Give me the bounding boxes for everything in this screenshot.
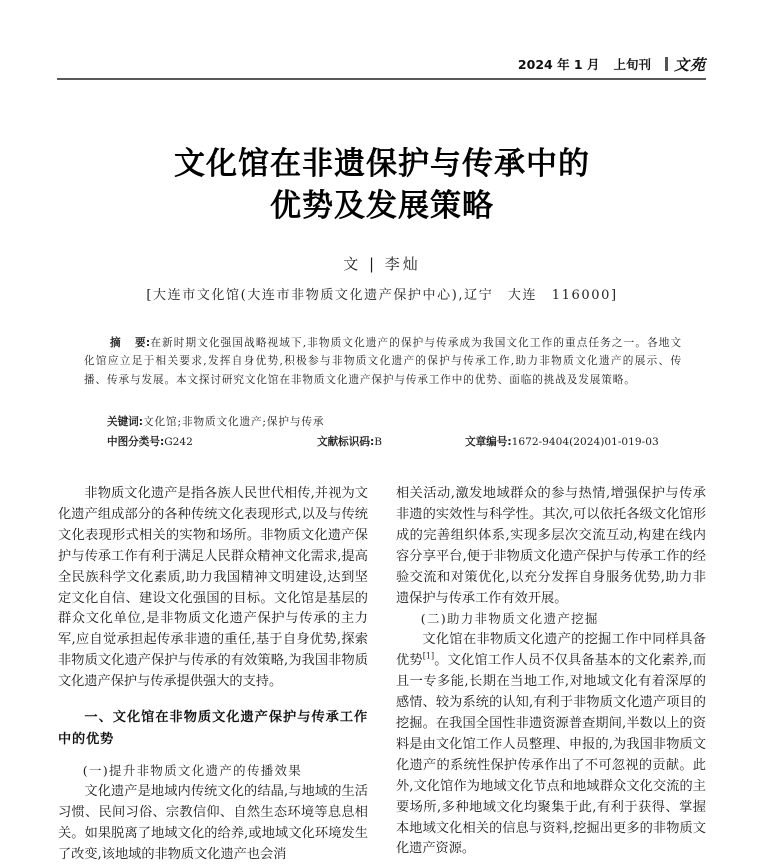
header-bar-icon [665, 57, 668, 71]
intro-paragraph: 非物质文化遗产是指各族人民世代相传,并视为文化遗产组成部分的各种传统文化表现形式,以及与传统文化表现形式相关的实物和场所。非物质文化遗产保护与传承工作有利于满足人民群众精神文化需求,提高全民族科学文化素质,助力我国精神文明建设,达到坚定文化自信、建设文化强国的目标。文化馆是基层的群众文化单位,是非物质文化遗产保护与传承的主力军,应自觉承担起传承非遗的重任,基于自身优势,探索非物质文化遗产保护与传承的有效策略,为我国非物质文化遗产保护与传承提供强大的支持。 [58, 486, 368, 690]
header-rule [57, 78, 706, 80]
clc-number [107, 434, 317, 449]
abstract-text: 在新时期文化强国战略视域下,非物质文化遗产的保护与传承成为我国文化工作的重点任务之一。各地文化馆应立足于相关要求,发挥自身优势,积极参与非物质文化遗产的保护与传承工作,助力非物质文化遗产的展示、传播、传承与发展。本文探讨研究文化馆在非物质文化遗产保护与传承工作中的优势、面临的挑战及发展策略。 [84, 337, 683, 386]
abstract-label-char1: 摘 [110, 337, 121, 349]
body-column-right [396, 484, 706, 860]
issue-period: 上旬刊 [613, 57, 651, 72]
clc-value: G242 [164, 436, 193, 448]
keywords-text: 文化馆;非物质文化遗产;保护与传承 [143, 416, 325, 428]
body-column-left [58, 484, 368, 866]
paragraph-text: 文化馆在非物质文化遗产的挖掘工作中同样具备优势 [396, 632, 706, 669]
continued-paragraph: 相关活动,激发地域群众的参与热情,增强保护与传承非遗的实效性与科学性。其次,可以依托各级文化馆形成的完善组织体系,实现多层次交流互动,构建在线内容分享平台,便于非物质文化遗产保护与传承工作的经验交流和对策优化,以充分发挥自身服务优势,助力非遗保护与传承工作有效开展。 [396, 486, 706, 606]
section-heading: 一、文化馆在非物质文化遗产保护与传承工作中的优势 [58, 710, 368, 748]
article-no-value: 1672-9404(2024)01-019-03 [511, 436, 659, 448]
article-no-label: 文章编号: [465, 436, 512, 448]
running-head [518, 54, 706, 74]
abstract [84, 334, 682, 389]
title-line-1: 文化馆在非遗保护与传承中的 [174, 146, 590, 182]
subsection-heading: (二)助力非物质文化遗产挖掘 [420, 611, 599, 627]
paragraph-text: 。文化馆工作人员不仅具备基本的文化素养,而且一专多能,长期在当地工作,对地域文化有着深厚的感情、较为系统的认知,有利于非物质文化遗产项目的挖掘。在我国全国性非遗资源普查期间,半数以上的资料是由文化馆工作人员整理、申报的,为我国非物质文化遗产的系统性保护传承作出了不可忽视的贡献。此外,文化馆作为地域文化节点和地域群众文化交流的主要场所,多种地域文化均聚集于此,有利于获得、掌握本地域文化相关的信息与资料,挖掘出更多的非物质文化遗产资源。 [396, 653, 707, 857]
keywords [107, 414, 324, 429]
abstract-label-char2: 要: [134, 337, 151, 349]
subsection-heading: (一)提升非物质文化遗产的传播效果 [82, 763, 303, 779]
keywords-label: 关键词: [107, 416, 144, 428]
author-byline: 文 | 李灿 [343, 255, 421, 273]
clc-label: 中图分类号: [107, 436, 165, 448]
article-title [0, 143, 764, 227]
document-code [317, 434, 465, 449]
citation-ref[interactable]: [1] [422, 651, 435, 661]
body-paragraph: 文化遗产是地域内传统文化的结晶,与地域的生活习惯、民间习俗、宗教信仰、自然生态环境等息息相关。如果脱离了地域文化的给养,或地域文化环境发生了改变,该地域的非物质文化遗产也会消 [58, 783, 368, 862]
author-affiliation: [大连市文化馆(大连市非物质文化遗产保护中心),辽宁 大连 116000] [146, 288, 618, 303]
journal-logo: 文苑 [673, 55, 706, 74]
doc-code-value: B [374, 436, 383, 448]
doc-code-label: 文献标识码: [317, 436, 375, 448]
article-number [465, 434, 659, 449]
issue-date: 2024 年 1 月 [517, 57, 600, 72]
article-meta [107, 434, 682, 449]
abstract-label [110, 337, 150, 349]
body-paragraph [396, 630, 706, 860]
title-line-2: 优势及发展策略 [270, 188, 494, 224]
